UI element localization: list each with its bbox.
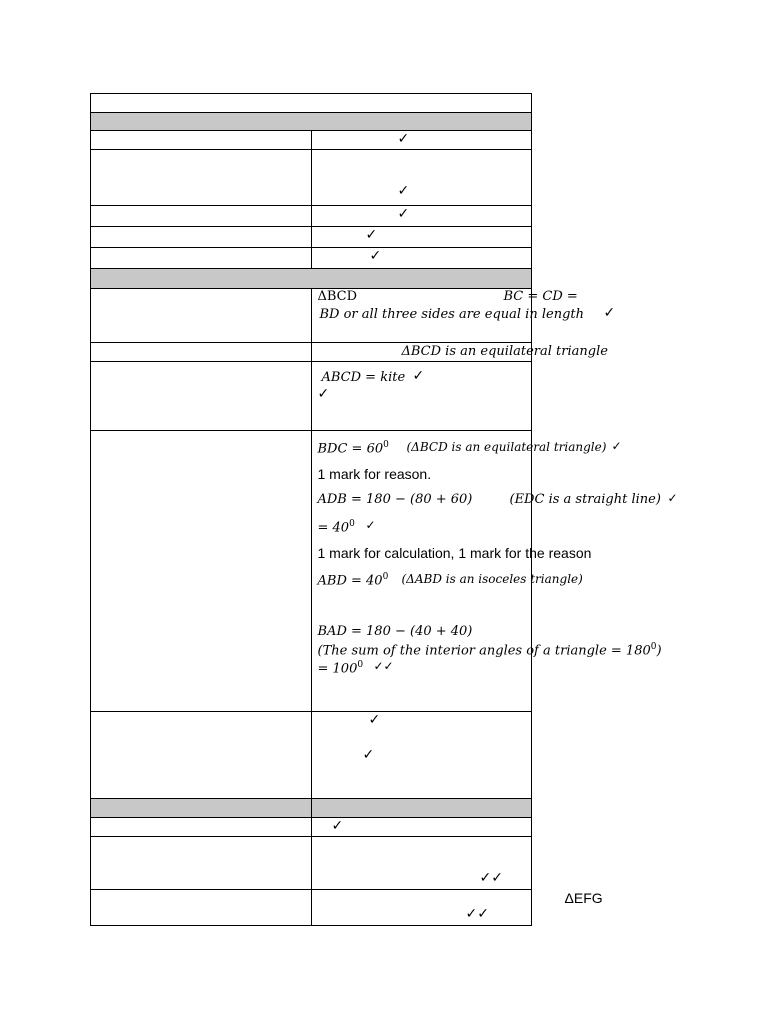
check-mark-icon: ✓ [331,818,344,834]
section-row-2 [91,269,532,289]
table-row [91,362,532,431]
section-row-3 [91,799,532,818]
answer-cell [311,818,532,837]
answer-cell [311,837,532,890]
bd-equal-statement: BD or all three sides are equal in length [319,307,584,322]
table-row [91,150,532,206]
header-cell [91,94,532,113]
question-number-cell [91,818,312,837]
check-mark-icon: ✓ [603,305,616,321]
table-row [91,890,532,926]
answer-cell [311,343,608,362]
check-mark-icon: ✓ [365,518,376,532]
check-mark-icon: ✓ [397,131,410,147]
table-row [91,289,532,343]
table-row [91,712,532,799]
section-number-cell-3 [91,799,312,818]
sum-angles-reason: (The sum of the interior angles of a triangle = $180^0$) [317,642,662,659]
triangle-bcd-label: ΔBCD [317,289,358,304]
question-number-cell [91,289,312,343]
table-row [91,227,532,248]
table-row [91,343,532,362]
check-mark-icon: ✓ [667,491,678,505]
question-number-cell [91,131,312,150]
question-number-cell [91,431,312,712]
answer-cell [311,289,616,343]
question-number-cell [91,150,312,206]
equilateral-statement: ΔBCD is an equilateral triangle [401,344,608,359]
table-row [91,431,532,712]
question-number-cell [91,206,312,227]
double-check-mark-icon: ✓✓ [479,870,503,886]
check-mark-icon: ✓ [369,248,382,264]
answer-cell [311,431,678,712]
answer-cell [311,248,532,269]
section-row-1 [91,113,532,131]
bad-result: = $100^0$ [317,660,364,677]
question-number-cell [91,362,312,431]
bdc-expression: BDC = $60^0$ [317,440,389,457]
answer-cell [311,150,532,206]
double-check-mark-icon: ✓✓ [465,906,489,922]
answer-cell [311,206,532,227]
answer-cell [311,362,532,431]
check-mark-icon: ✓ [412,368,425,384]
section-cell-3 [311,799,532,818]
check-mark-icon: ✓ [611,439,622,453]
question-number-cell [91,248,312,269]
bdc-reason: (ΔBCD is an equilateral triangle) [406,440,607,454]
memo-table [90,93,678,926]
check-mark-icon: ✓ [397,206,410,222]
mark-calculation-note: 1 mark for calculation, 1 mark for the reason [317,545,592,561]
table-row [91,131,532,150]
mark-reason-note: 1 mark for reason. [317,466,432,482]
kite-statement: ABCD = kite [321,370,406,385]
answer-cell [311,712,532,799]
check-mark-icon: ✓ [368,712,381,728]
adb-reason: (EDC is a straight line) [509,492,661,507]
check-mark-icon: ✓ [365,227,378,243]
check-mark-icon: ✓ [317,386,330,402]
question-number-cell [91,712,312,799]
section-cell-1 [91,113,532,131]
question-number-cell [91,227,312,248]
table-header-row [91,94,532,113]
abd-expression: ABD = $40^0$ [317,572,389,589]
answer-cell [311,890,603,926]
question-number-cell [91,837,312,890]
double-check-mark-icon: ✓✓ [373,659,394,673]
adb-expression: ADB = 180 − (80 + 60) [317,492,473,507]
table-row [91,818,532,837]
bad-expression: BAD = 180 − (40 + 40) [317,624,473,639]
table-row [91,837,532,890]
answer-cell [311,131,532,150]
triangle-efg-label: ΔEFG [564,890,603,906]
answer-cell [311,227,532,248]
check-mark-icon: ✓ [397,183,410,199]
bc-cd-equation: BC = CD = [503,289,578,304]
question-number-cell [91,890,312,926]
table-row [91,248,532,269]
check-mark-icon: ✓ [362,747,375,763]
adb-result: = $40^0$ [317,519,355,536]
abd-reason: (ΔABD is an isoceles triangle) [401,572,583,586]
section-cell-2 [91,269,532,289]
question-number-cell [91,343,312,362]
table-row [91,206,532,227]
